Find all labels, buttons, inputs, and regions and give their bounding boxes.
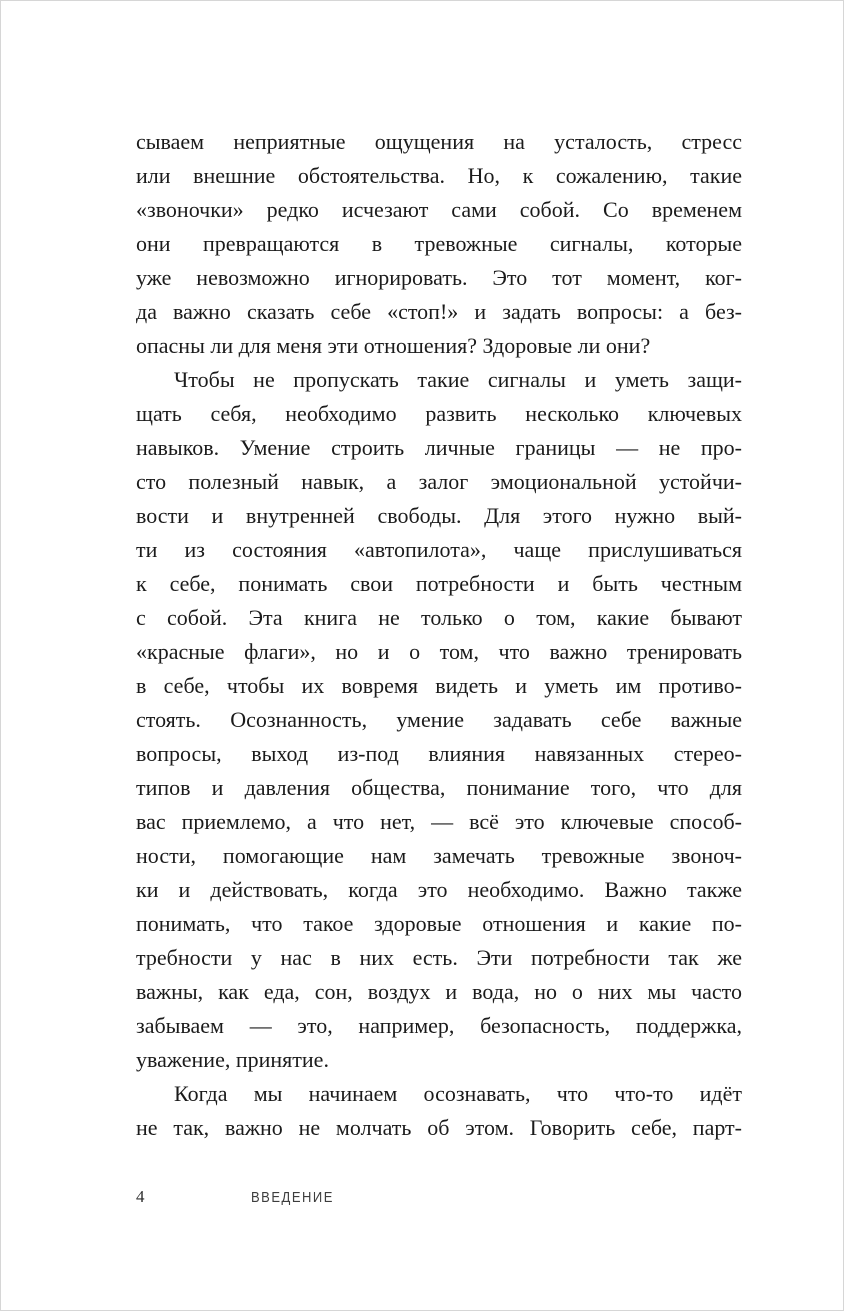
paragraph: [136, 363, 742, 1077]
text-line: уважение, принятие.: [136, 1047, 329, 1072]
text-line: ти из состояния «автопилота», чаще прислушиваться: [136, 537, 742, 562]
text-line: ности, помогающие нам замечать тревожные звоноч-: [136, 843, 742, 868]
paragraph: [136, 1077, 742, 1145]
text-line: стоять. Осознанность, умение задавать себе важные: [136, 707, 742, 732]
text-line: сываем неприятные ощущения на усталость, стресс: [136, 129, 742, 154]
text-line: в себе, чтобы их вовремя видеть и уметь им противо-: [136, 673, 742, 698]
text-line: важны, как еда, сон, воздух и вода, но о них мы часто: [136, 979, 742, 1004]
text-line: «красные флаги», но и о том, что важно тренировать: [136, 639, 742, 664]
text-line: сто полезный навык, а залог эмоциональной устойчи-: [136, 469, 742, 494]
text-line: требности у нас в них есть. Эти потребности так же: [136, 945, 742, 970]
page-text: [136, 125, 742, 1145]
text-line: Чтобы не пропускать такие сигналы и уметь защи-: [174, 367, 742, 392]
text-line: понимать, что такое здоровые отношения и какие по-: [136, 911, 742, 936]
text-line: они превращаются в тревожные сигналы, которые: [136, 231, 742, 256]
paragraph: [136, 125, 742, 363]
text-line: Когда мы начинаем осознавать, что что-то идёт: [174, 1081, 742, 1106]
text-line: забываем — это, например, безопасность, поддержка,: [136, 1013, 742, 1038]
text-line: ки и действовать, когда это необходимо. Важно также: [136, 877, 742, 902]
text-line: щать себя, необходимо развить несколько ключевых: [136, 401, 742, 426]
text-line: или внешние обстоятельства. Но, к сожалению, такие: [136, 163, 742, 188]
text-line: навыков. Умение строить личные границы — не про-: [136, 435, 742, 460]
text-line: уже невозможно игнорировать. Это тот момент, ког-: [136, 265, 742, 290]
text-line: да важно сказать себе «стоп!» и задать вопросы: а без-: [136, 299, 742, 324]
text-line: типов и давления общества, понимание того, что для: [136, 775, 742, 800]
text-line: не так, важно не молчать об этом. Говорить себе, парт-: [136, 1115, 742, 1140]
page-number: 4: [136, 1187, 145, 1206]
text-line: вас приемлемо, а что нет, — всё это ключевые способ-: [136, 809, 742, 834]
text-line: вости и внутренней свободы. Для этого нужно вый-: [136, 503, 742, 528]
text-line: опасны ли для меня эти отношения? Здоровые ли они?: [136, 333, 651, 358]
text-line: к себе, понимать свои потребности и быть честным: [136, 571, 742, 596]
page-footer: [1, 1187, 843, 1211]
text-line: вопросы, выход из-под влияния навязанных стерео-: [136, 741, 742, 766]
text-line: «звоночки» редко исчезают сами собой. Со временем: [136, 197, 742, 222]
text-line: с собой. Эта книга не только о том, какие бывают: [136, 605, 742, 630]
running-footer-section-label: ВВЕДЕНИЕ: [251, 1189, 334, 1206]
